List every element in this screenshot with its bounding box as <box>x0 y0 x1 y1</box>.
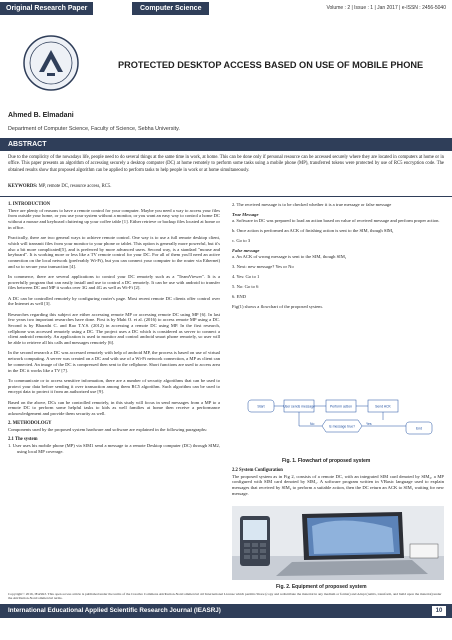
flowchart-figure <box>246 398 440 444</box>
gsm-modem-icon <box>410 544 438 558</box>
system-step-1: 1. User uses his mobile phone (MP) via SIM1 send a message to a remote Desktop computer (DC) through SIM2, using local MP coverage. <box>8 442 220 454</box>
intro-paragraph-7: To communicate or to access sensitive information, there are a number of security algorithms that can be used to protect your data before sending it over transaction among them RC5 algorithm. Such algorithm can be used to encrypt data to protect it from an authorized use [9]. <box>8 377 220 395</box>
system-step-6: 6. END <box>232 294 247 300</box>
system-step-5: 5. No: Go to 6 <box>232 284 259 290</box>
flow-end-label: End <box>415 426 423 431</box>
intro-paragraph-2: Practically, there are two general ways to achieve remote control. One way is to use a full remote desktop client, which will transmit files from your monitor to your phone or tablet. This option is generally more powerful, but it's also a bit more complicated[5], and is preferred by more advanced users. Second way, is a standard "mouse and keyboard". It is working more or less like a TV remote control for your DC. For all of them you'll need an active connection on the local network (preferably Wi-Fi), but you can connect your computer to the router via Ethernet) and so to secure your transaction [4]. <box>8 235 220 269</box>
figure-intro-text: Fig(1) shows a flowchart of the proposed system. <box>232 304 323 310</box>
paper-title: PROTECTED DESKTOP ACCESS BASED ON USE OF MOBILE PHONE <box>118 60 424 70</box>
keywords-list: MP, remote DC, resource access, RC5. <box>38 184 112 189</box>
true-message-step-b: b. Once action is performed an ACK of finishing action is sent to the SIM, though SIM₁ <box>232 227 394 233</box>
equipment-figure <box>232 506 444 580</box>
flow-yes-label: Yes <box>366 422 372 426</box>
page-footer <box>0 604 452 618</box>
figure-1-caption: Fig. 1. Flowchart of proposed system <box>282 458 371 464</box>
journal-name: International Educational Applied Scientific Research Journal (IEASRJ) <box>8 607 221 614</box>
copyright-notice: Copyright© 2016, IEASRJ. This open access article is published under the terms of the Creative Commons Attribution-NonCommercial 4.0 International License which permits Share (copy and redistribute the material in any medium or format) and Adapt (remix, transform, and build upon the material) under the Attribution-NonCommercial terms. <box>8 592 442 601</box>
right-column <box>232 202 444 315</box>
true-message-step-a: a. Software in DC was prepared to load an action based on value of received message and perform proper action. <box>232 217 440 223</box>
abstract-heading-bar <box>0 138 452 151</box>
flow-start-label: Start <box>257 404 265 409</box>
keywords-label: KEYWORDS: <box>8 184 38 189</box>
system-step-4: 4. Yes: Go to 1 <box>232 273 260 279</box>
paper-type-label: Original Research Paper <box>0 2 93 15</box>
flow-ack-label: Send ACK <box>375 404 391 409</box>
intro-paragraph-8: Based on the above, DCs can be controlled remotely, in this study will focus in send messages from a MP to a remote DC to perform some helpful tasks to kids as well families at home then receive a performance acknowledgement and provide them security as well. <box>8 399 220 416</box>
figure-2-caption: Fig. 2. Equipment of proposed system <box>276 584 367 590</box>
abstract-divider <box>0 196 452 197</box>
configuration-subheading: 2.2 System Configuration <box>232 468 283 473</box>
intro-paragraph-3: In commerce, there are several applications to control your DC remotely such as a "TeamViewer". It is a powerfully program that can easily install and use to control a DC remotely. It can be use with android to transfer files between DC and MP it works over 3G and 4G as well as Wi-Fi [2]. <box>8 273 220 291</box>
author-affiliation: Department of Computer Science, Faculty of Science, Sebha University. <box>8 126 180 132</box>
intro-paragraph-4: A DC can be controlled remotely by configuring router's page. Most recent remote DC clients offer control over the Internet as well [3]. <box>8 295 220 307</box>
false-message-step-a: a. An ACK of wrong message is sent to the SIM, though SIM₁ <box>232 253 347 259</box>
introduction-heading: 1. INTRODUCTION <box>8 202 51 207</box>
intro-paragraph-5: Researches regarding this subject are either accessing remote MP or accessing remote DC using MP [6]. In last few years two important researches have done. First is by Mahi O. et al. (2016) to access remote MP using a DC. Second is by Bharathi C. and Rao T.Y.S. (2012) in accessing a remote DC using MP. In the first research, cellphone was accessed remotely using a DC. The project uses a DC which is considered as server to connect a client android remotely. An application is used to monitor and control android smart phone remotely, so user will be able to retrieve all his calls and messages remotely [6]. <box>8 311 220 346</box>
intro-paragraph-1: There are plenty of reasons to have a remote control for your computer. Maybe you need a way to access your files from outside your home, or you use your system without a monitor, or you want an easy way to control a home DC without a mouse and keyboard cluttering up your coffee table [1]. Either retrieve or backup files located at home or in office. <box>8 207 220 230</box>
page-header <box>0 0 452 17</box>
configuration-paragraph: The proposed system as in Fig 2, consists of a remote DC, with an integrated SIM card denoted by SIM₂, a MP configured with SIM card denoted by SIM₁. A software program written in VBasic language used to explain messages that received by SIM₂ to perform a suitable action, then the DC return an ACK to SIM₁ waiting for new message. <box>232 473 444 496</box>
journal-logo-icon <box>22 34 80 92</box>
false-message-heading: False message <box>232 248 260 254</box>
issue-meta: Volume : 2 | Issue : 1 | Jan 2017 | e-ISSN : 2456-5040 <box>326 5 446 11</box>
true-message-step-c: c. Go to 3 <box>232 237 251 243</box>
abstract-text: Due to the complicity of the nowadays life, people need to do several things at the same time in work, at home. This can be done only if personal resource can be accessed securely where they are located in computers at home or in office. This paper presents an algorithm of accessing securely a desktop computer (DC) at home remotely to perform some tasks using a mobile phone (MP), transferred tokens were protected by use of RC5 encryption code. The obtained results show that proposed algorithm can be applied to perform tasks to help people in work or at home simultaneously. <box>8 155 444 173</box>
abstract-heading: ABSTRACT <box>8 141 47 148</box>
true-message-heading: True Message <box>232 212 259 218</box>
intro-paragraph-6: In the second research a DC was accessed remotely with help of android MP, the process is based on use of virtual network computing. A server was created on a DC and with use of a Wi-Fi network connection, a MP as client can be connected. An image of the DC is compressed then sent to the cellphone. Short functions are used to access area in the DC it works like a TV [7]. <box>8 350 220 373</box>
methodology-paragraph: Components used by the proposed system hardware and software are explained in the following paragraphs: <box>8 426 208 432</box>
flow-send-label: User sends message <box>283 404 315 409</box>
system-step-3: 3. Next: new message? Yes or No <box>232 263 294 269</box>
page-number: 10 <box>432 606 446 616</box>
right-column-lower <box>232 468 444 501</box>
flow-action-label: Perform action <box>329 404 353 409</box>
system-step-2: 2. The received message is to be checked whether it is a true message or false message <box>232 202 392 207</box>
system-subheading: 2.1 The system <box>8 437 38 443</box>
left-column <box>8 202 220 459</box>
methodology-heading: 2. METHODOLOGY <box>8 421 52 427</box>
flow-decision-label: Is message true? <box>328 424 356 429</box>
keywords-line <box>8 184 444 190</box>
subject-label: Computer Science <box>132 2 209 15</box>
author-name: Ahmed B. Elmadani <box>8 112 74 119</box>
flow-no-label: No <box>310 422 315 426</box>
